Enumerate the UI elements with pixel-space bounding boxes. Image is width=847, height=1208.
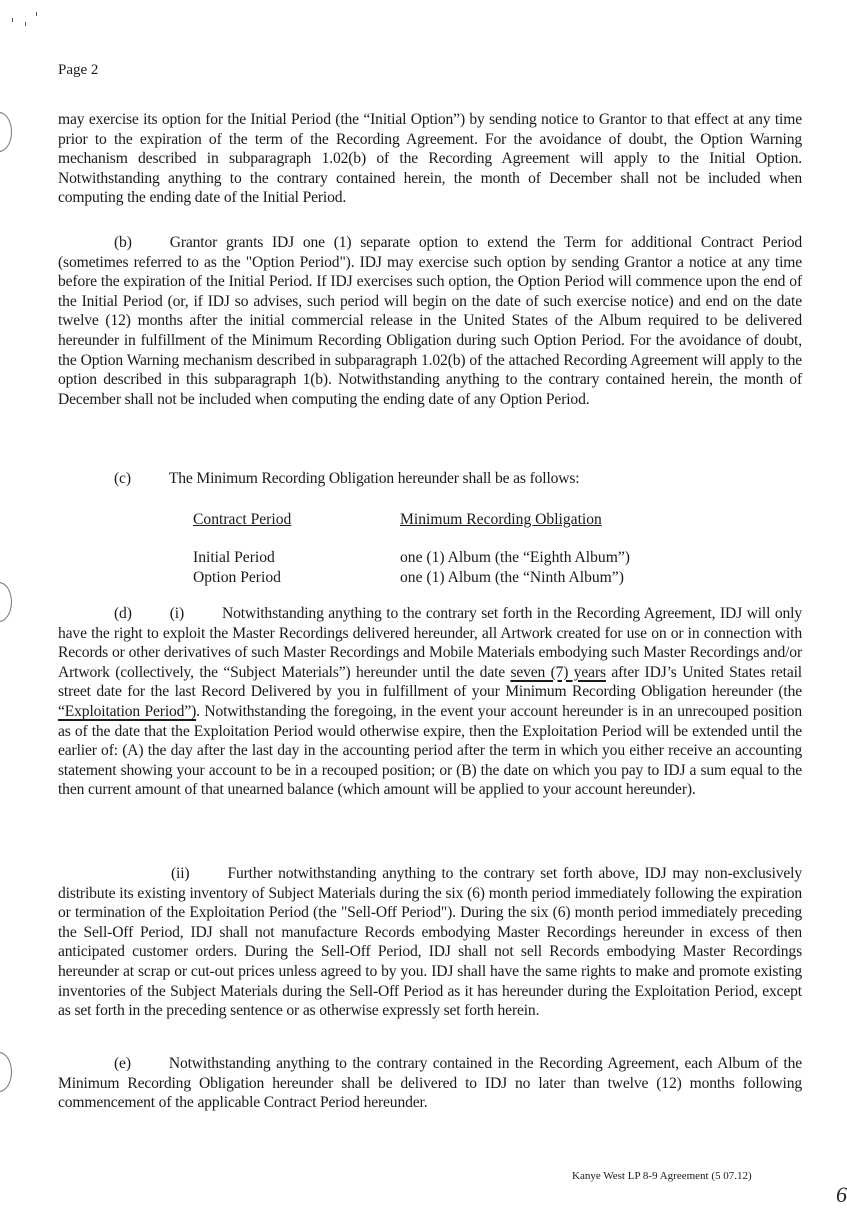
punch-hole-mark (0, 582, 12, 622)
handwritten-underline-exploitation-period: “Exploitation Period”) (58, 702, 197, 720)
handwritten-underline-seven-years: seven (7) years (510, 663, 606, 681)
paragraph-d-marker: (d) (114, 605, 132, 622)
paragraph-intro: may exercise its option for the Initial Period (the “Initial Option”) by sending notice to Grantor to that effect at any time prior to the expiration of the term of the Recording Agreement. For the avoidance of doubt, the Option Warning mechanism described in subparagraph 1.02(b) of the Recording Agreement will apply to the Initial Option. Notwithstanding anything to the contrary contained herein, the month of December shall not be included when computing the ending date of the Initial Period. (58, 111, 802, 207)
paragraph-d-i-text-1: Notwithstanding anything to the contrary set forth in the Recording Agreement, IDJ will only have the right to exploit the Master Recordings delivered hereunder, all Artwork created for use on or in connection with Records or other derivatives of such Master Recordings and Mobile Materials embodying such Master Recordings and/or Artwork (collectively, the “Subject Materials”) hereunder until the date (58, 605, 802, 681)
paragraph-d-ii-text: Further notwithstanding anything to the contrary set forth above, IDJ may non-exclusively distribute its existing inventory of Subject Materials during the six (6) month period immediately following the expiration or termination of the Exploitation Period (the "Sell-Off Period"). During the six (6) month period immediately preceding the Sell-Off Period, IDJ shall not manufacture Records embodying Master Recordings hereunder in excess of then anticipated customer orders. During the Sell-Off Period, IDJ shall not sell Records embodying Master Recordings hereunder at scrap or cut-out prices unless agreed to by you. IDJ shall have the same rights to make and promote existing inventories of the Subject Materials during the Sell-Off Period as it has hereunder during the Exploitation Period, except as set forth in the preceding sentence or as otherwise expressly set forth herein. (58, 865, 802, 1020)
paragraph-d-i-text-3: . Notwithstanding the foregoing, in the event your account hereunder is in an unrecouped position as of the date that the Exploitation Period would otherwise expire, then the Exploitation Period will be extended until the earlier of: (A) the day after the last day in the accounting period after the term in which you either receive an accounting statement showing your account to be in a recouped position; or (B) the date on which you pay to IDJ a sum equal to the then current amount of that unearned balance (which amount will be applied to your account hereunder). (58, 702, 802, 799)
scan-speck (25, 22, 26, 26)
table-cell: one (1) Album (the “Eighth Album”) (400, 549, 630, 566)
page-number-label: Page 2 (58, 62, 99, 78)
paragraph-b-text: Grantor grants IDJ one (1) separate option to extend the Term for additional Contract Period (sometimes referred to as the "Option Period"). IDJ may exercise such option by sending Grantor a notice at any time before the expiration of the Initial Period. If IDJ exercises such option, the Option Period will commence upon the end of the Initial Period (or, if IDJ so advises, such period will begin on the date of such exercise notice) and end on the date twelve (12) months after the initial commercial release in the United States of the Album required to be delivered hereunder in fulfillment of the Minimum Recording Obligation during such Option Period. For the avoidance of doubt, the Option Warning mechanism described in subparagraph 1.02(b) of the attached Recording Agreement will apply to the option described in this subparagraph 1(b). Notwithstanding anything to the contrary contained herein, the month of December shall not be included when computing the ending date of any Option Period. (58, 234, 802, 408)
table-header-mro: Minimum Recording Obligation (400, 511, 602, 528)
paragraph-d-ii (58, 864, 802, 1021)
document-footer: Kanye West LP 8-9 Agreement (5 07.12) (572, 1170, 752, 1182)
paragraph-c (58, 469, 802, 489)
paragraph-b (58, 233, 802, 409)
scan-speck (12, 18, 13, 22)
paragraph-b-marker: (b) (114, 234, 132, 251)
paragraph-e-text: Notwithstanding anything to the contrary contained in the Recording Agreement, each Album of the Minimum Recording Obligation hereunder shall be delivered to IDJ no later than twelve (12) months following commencement of the applicable Contract Period hereunder. (58, 1055, 802, 1112)
paragraph-d-i-marker: (i) (169, 605, 185, 622)
paragraph-d-i-text-2: after IDJ’s United States retail street date for the last Record Delivered by you in fulfillment of your Minimum Recording Obligation hereunder (the (58, 663, 802, 701)
paragraph-d-i (58, 604, 802, 800)
scan-speck (36, 12, 37, 16)
punch-hole-mark (0, 112, 12, 152)
handwritten-page-mark: 6 (836, 1182, 847, 1207)
paragraph-c-marker: (c) (114, 470, 131, 487)
table-cell: Option Period (193, 569, 281, 586)
paragraph-d-ii-marker: (ii) (171, 865, 190, 882)
table-cell: Initial Period (193, 549, 275, 566)
table-header-contract-period: Contract Period (193, 511, 292, 528)
table-cell: one (1) Album (the “Ninth Album”) (400, 569, 624, 586)
paragraph-e-marker: (e) (114, 1055, 131, 1072)
paragraph-e (58, 1054, 802, 1113)
punch-hole-mark (0, 1052, 12, 1092)
paragraph-c-text: The Minimum Recording Obligation hereunder shall be as follows: (168, 470, 580, 487)
